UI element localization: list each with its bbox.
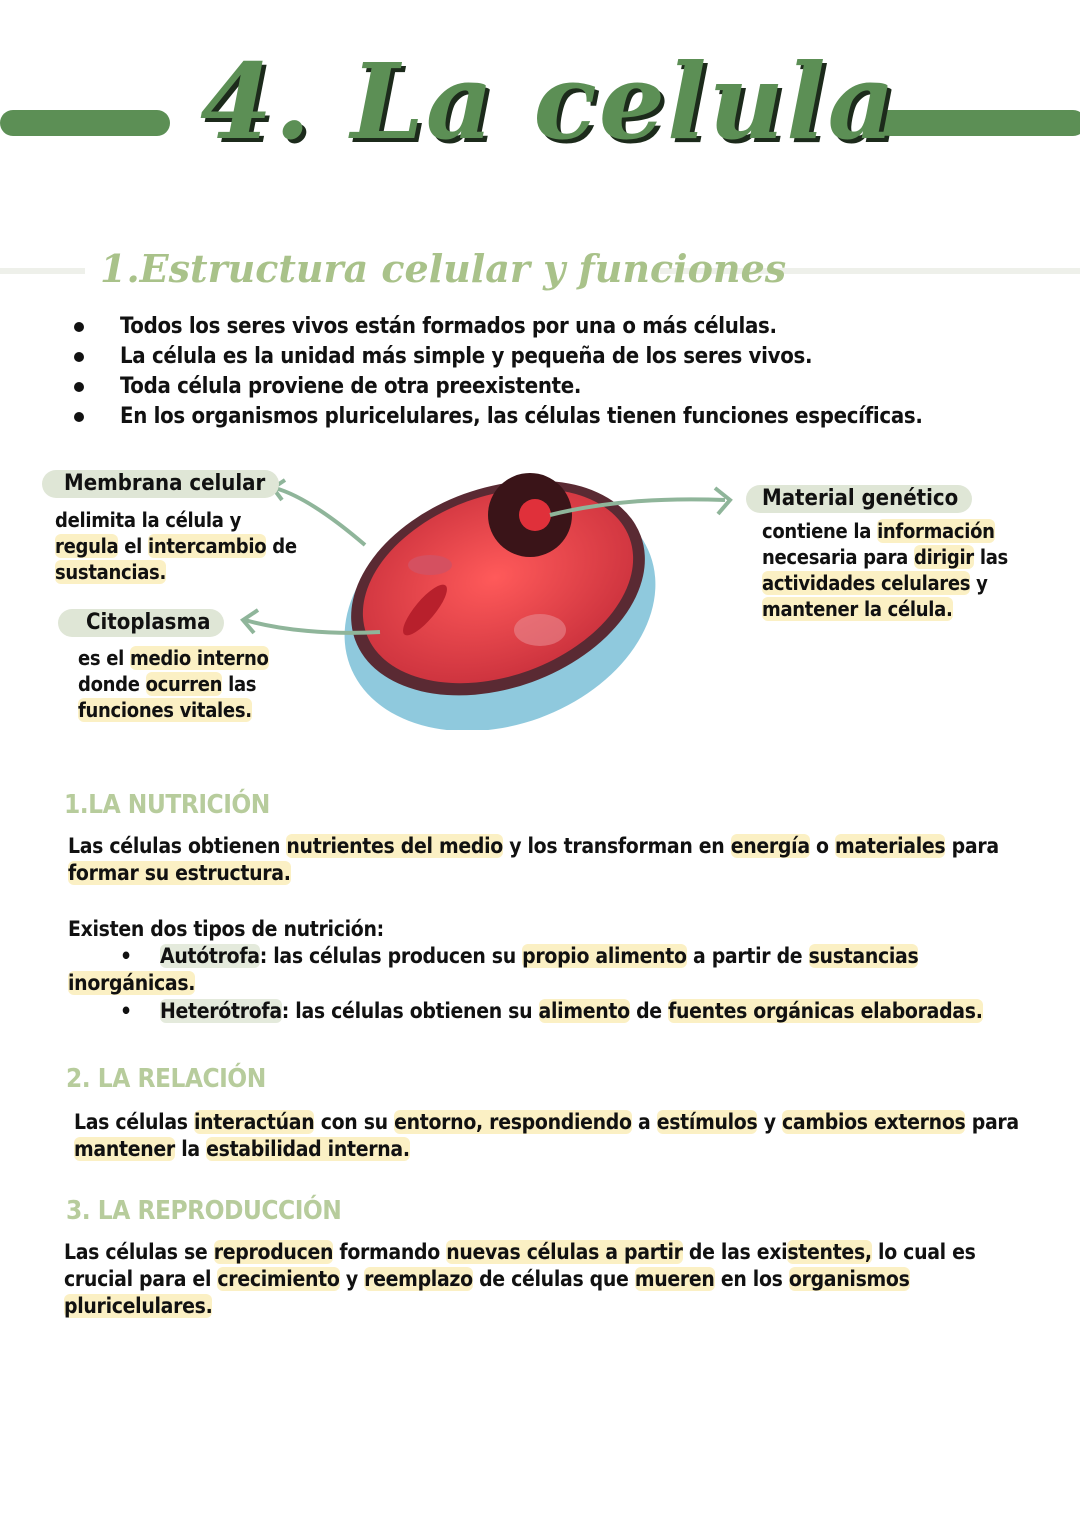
text-line	[78, 671, 269, 697]
text: contiene la	[762, 519, 878, 543]
text: necesaria para	[762, 545, 914, 569]
text-line	[68, 970, 195, 997]
highlighted-text: alimento	[538, 999, 630, 1023]
text: o	[809, 834, 836, 858]
highlighted-text: nuevas células a partir	[446, 1240, 683, 1264]
text: las	[973, 545, 1008, 569]
text: : las células obtienen su	[281, 999, 539, 1023]
text-line	[64, 1239, 976, 1266]
text-line	[64, 1293, 976, 1320]
text-line	[74, 1136, 1019, 1163]
text: y los transforman en	[502, 834, 731, 858]
nutricion-intro: Existen dos tipos de nutrición:	[68, 917, 384, 941]
highlighted-text: actividades celulares	[762, 571, 971, 595]
subtitle-line-left	[0, 268, 85, 274]
highlighted-text: intercambio	[147, 534, 267, 558]
text-line	[78, 697, 269, 723]
highlighted-text: materiales	[835, 834, 946, 858]
heading-reproduccion: 3. LA REPRODUCCIÓN	[66, 1196, 342, 1226]
highlighted-text: pluricelulares.	[64, 1294, 213, 1318]
text: el	[118, 534, 148, 558]
text-line	[55, 559, 297, 585]
text: de las exi	[682, 1240, 788, 1264]
highlighted-text: estímulos	[656, 1110, 758, 1134]
nutricion-autotrofa-cont	[68, 970, 195, 997]
text-line	[68, 833, 999, 860]
text: para	[945, 834, 999, 858]
section-subtitle: 1.Estructura celular y funciones	[100, 246, 787, 291]
text: Las células se	[64, 1240, 214, 1264]
highlighted-text: medio interno	[130, 646, 269, 670]
cell-illustration	[230, 470, 750, 730]
text: donde	[78, 672, 146, 696]
text: en los	[714, 1267, 789, 1291]
text-line	[68, 860, 999, 887]
nutricion-paragraph	[68, 833, 999, 887]
text: delimita la célula y	[55, 508, 242, 532]
bullet-item: La célula es la unidad más simple y pequeña de los seres vivos.	[70, 342, 923, 372]
text-line	[160, 998, 983, 1025]
text: de células que	[472, 1267, 635, 1291]
highlighted-text: sustancias	[808, 944, 919, 968]
heading-relacion: 2. LA RELACIÓN	[66, 1064, 266, 1094]
text: lo cual es	[871, 1240, 976, 1264]
highlighted-text: propio alimento	[522, 944, 687, 968]
label-material-genetico: Material genético	[746, 485, 972, 513]
text: Las células	[74, 1110, 194, 1134]
title-bar-left	[0, 110, 170, 136]
highlighted-text: energía	[730, 834, 810, 858]
highlighted-text: organismos	[788, 1267, 910, 1291]
desc-membrana	[55, 507, 297, 585]
text-line	[78, 645, 269, 671]
label-citoplasma: Citoplasma	[58, 609, 224, 637]
page-title: 4. La celula	[200, 40, 898, 163]
text: las	[222, 672, 257, 696]
highlighted-text: mueren	[634, 1267, 715, 1291]
text: y	[339, 1267, 365, 1291]
highlighted-text: nutrientes del medio	[286, 834, 503, 858]
text: para	[965, 1110, 1019, 1134]
text: es el	[78, 646, 131, 670]
text: a	[631, 1110, 657, 1134]
highlighted-text: entorno, respondiendo	[394, 1110, 632, 1134]
bullet-dot: •	[120, 944, 132, 968]
bullet-item: Toda célula proviene de otra preexistente.	[70, 372, 923, 402]
bullet-item: Todos los seres vivos están formados por una o más células.	[70, 312, 923, 342]
text-line	[74, 1109, 1019, 1136]
text: la	[174, 1137, 207, 1161]
text-line	[160, 943, 918, 970]
text-line	[762, 570, 1008, 596]
highlighted-text: reemplazo	[364, 1267, 473, 1291]
highlighted-text: información	[877, 519, 995, 543]
text-line	[55, 507, 297, 533]
highlighted-text: regula	[55, 534, 119, 558]
text: y	[757, 1110, 782, 1134]
highlighted-text: Autótrofa	[160, 944, 260, 968]
text: de	[629, 999, 669, 1023]
text-line	[55, 533, 297, 559]
bullet-item: En los organismos pluricelulares, las células tienen funciones específicas.	[70, 402, 923, 432]
text: de	[266, 534, 297, 558]
highlighted-text: estabilidad interna.	[206, 1137, 410, 1161]
highlighted-text: stentes,	[787, 1240, 872, 1264]
text-line	[64, 1266, 976, 1293]
title-bar-right	[866, 110, 1080, 136]
bullet-dot: •	[120, 999, 132, 1023]
highlighted-text: interactúan	[193, 1110, 315, 1134]
highlighted-text: mantener la célula.	[762, 597, 953, 621]
highlighted-text: reproducen	[213, 1240, 334, 1264]
highlighted-text: Heterótrofa	[160, 999, 282, 1023]
highlighted-text: dirigir	[913, 545, 974, 569]
highlighted-text: fuentes orgánicas elaboradas.	[668, 999, 983, 1023]
highlighted-text: ocurren	[145, 672, 223, 696]
text: formando	[333, 1240, 447, 1264]
highlighted-text: cambios externos	[781, 1110, 966, 1134]
intro-bullets	[70, 312, 923, 432]
highlighted-text: formar su estructura.	[68, 861, 291, 885]
reproduccion-paragraph	[64, 1239, 976, 1320]
text-line	[762, 596, 1008, 622]
text-line	[762, 518, 1008, 544]
highlighted-text: funciones vitales.	[78, 698, 252, 722]
highlighted-text: mantener	[74, 1137, 175, 1161]
desc-material	[762, 518, 1008, 622]
text: crucial para el	[64, 1267, 218, 1291]
desc-citoplasma	[78, 645, 269, 723]
relacion-paragraph	[74, 1109, 1019, 1163]
nutricion-autotrofa	[160, 943, 918, 970]
highlighted-text: sustancias.	[55, 560, 167, 584]
text: y	[970, 571, 988, 595]
highlighted-text: inorgánicas.	[68, 971, 196, 995]
heading-nutricion: 1.LA NUTRICIÓN	[64, 790, 270, 820]
text: con su	[314, 1110, 395, 1134]
label-membrana-celular: Membrana celular	[42, 470, 279, 498]
text: a partir de	[686, 944, 809, 968]
text: : las células producen su	[259, 944, 523, 968]
text: Las células obtienen	[68, 834, 287, 858]
nutricion-heterotrofa	[160, 998, 983, 1025]
highlighted-text: crecimiento	[217, 1267, 340, 1291]
text-line	[762, 544, 1008, 570]
